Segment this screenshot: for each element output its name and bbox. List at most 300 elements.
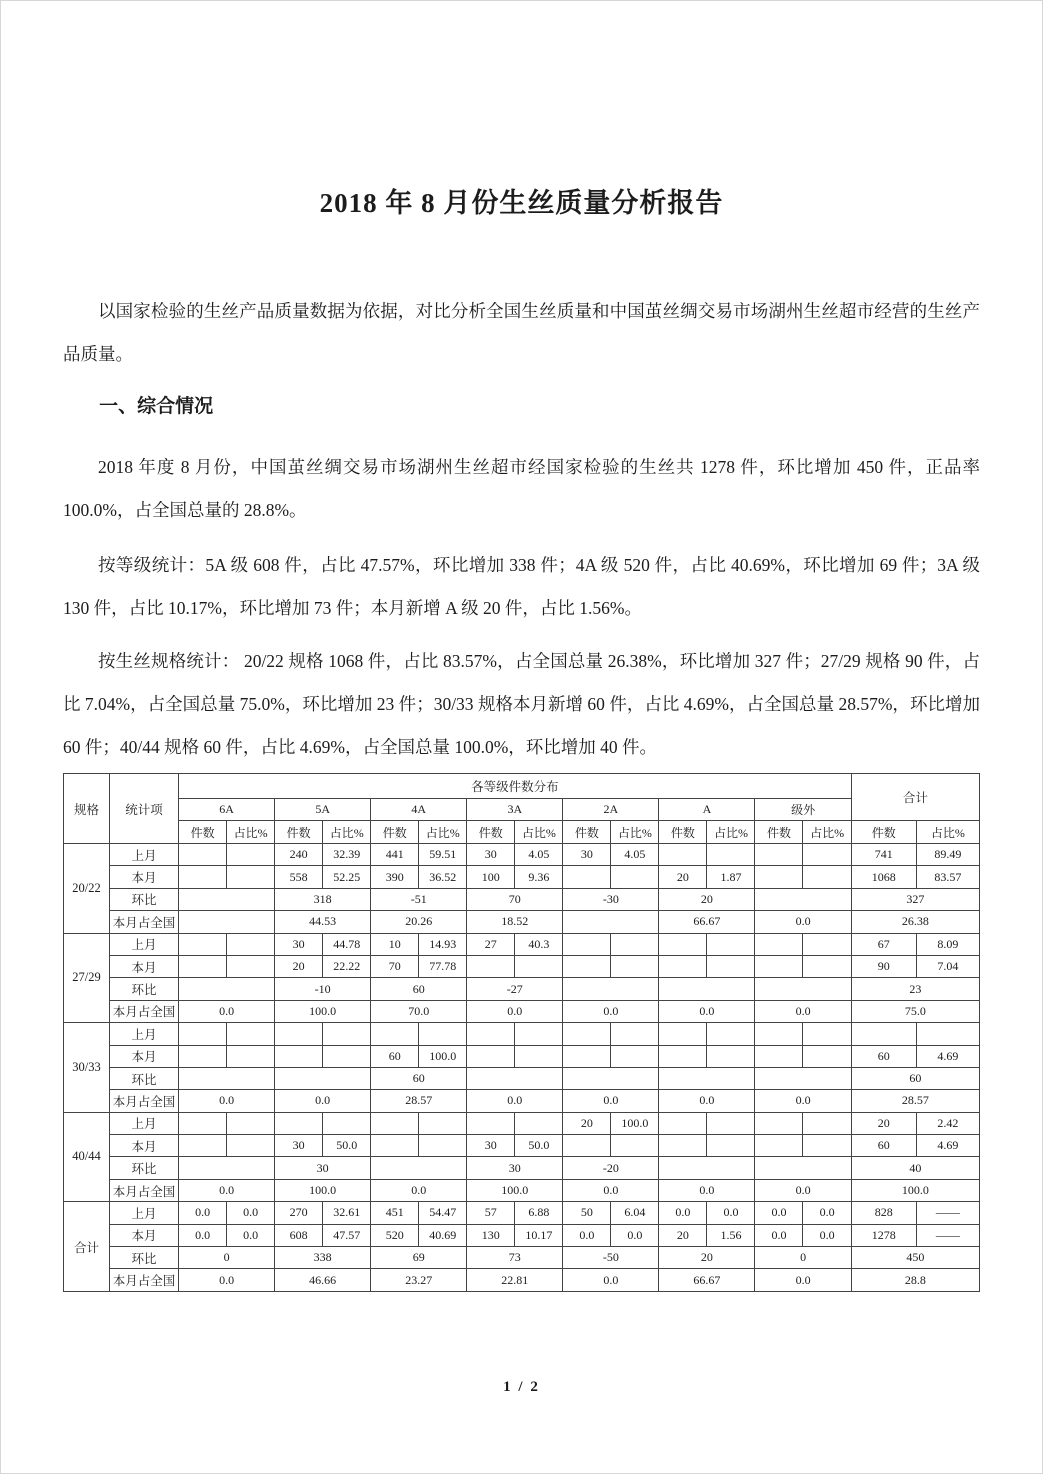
table-cell — [707, 1045, 755, 1067]
table-cell — [179, 978, 275, 1000]
table-cell — [755, 1023, 803, 1045]
table-cell — [659, 978, 755, 1000]
table-cell: 0 — [179, 1247, 275, 1269]
table-cell — [515, 1045, 563, 1067]
table-cell: —— — [916, 1202, 979, 1224]
table-cell — [755, 1067, 851, 1089]
table-cell: 0.0 — [659, 1202, 707, 1224]
table-cell — [563, 933, 611, 955]
table-cell: 69 — [371, 1247, 467, 1269]
table-cell: 47.57 — [323, 1224, 371, 1246]
spec-label: 40/44 — [64, 1112, 110, 1202]
section-heading: 一、综合情况 — [99, 396, 214, 417]
grade-header-2A: 2A — [563, 799, 659, 821]
table-cell — [611, 1135, 659, 1157]
table-cell — [707, 1112, 755, 1134]
row-label: 本月 — [110, 1135, 179, 1157]
table-cell — [419, 1135, 467, 1157]
table-cell: 75.0 — [851, 1000, 979, 1022]
table-cell: 6.04 — [611, 1202, 659, 1224]
table-cell — [563, 1045, 611, 1067]
row-label: 本月 — [110, 866, 179, 888]
row-label: 环比 — [110, 1247, 179, 1269]
table-cell — [659, 1045, 707, 1067]
table-cell: 0.0 — [755, 1202, 803, 1224]
row-label: 本月占全国 — [110, 1090, 179, 1112]
table-cell: 520 — [371, 1224, 419, 1246]
table-cell: 390 — [371, 866, 419, 888]
table-cell: 0.0 — [659, 1000, 755, 1022]
table-cell — [179, 1067, 275, 1089]
table-cell: 0.0 — [563, 1090, 659, 1112]
percent-subheader: 占比% — [916, 821, 979, 844]
table-cell: 0.0 — [563, 1000, 659, 1022]
table-cell: 36.52 — [419, 866, 467, 888]
table-cell: 66.67 — [659, 911, 755, 933]
table-cell: 89.49 — [916, 844, 979, 866]
table-cell: 0.0 — [755, 1224, 803, 1246]
table-cell: 20 — [851, 1112, 916, 1134]
table-cell — [323, 1112, 371, 1134]
spec-label: 30/33 — [64, 1023, 110, 1113]
percent-subheader: 占比% — [515, 821, 563, 844]
table-cell — [563, 911, 659, 933]
table-cell: 23 — [851, 978, 979, 1000]
table-cell: 57 — [467, 1202, 515, 1224]
table-cell: 60 — [371, 1045, 419, 1067]
table-cell: 338 — [275, 1247, 371, 1269]
table-cell — [227, 1045, 275, 1067]
table-cell: 60 — [371, 978, 467, 1000]
table-cell: 327 — [851, 888, 979, 910]
table-cell: 9.36 — [515, 866, 563, 888]
table-cell: 32.39 — [323, 844, 371, 866]
table-cell: 240 — [275, 844, 323, 866]
table-cell — [755, 933, 803, 955]
count-subheader: 件数 — [563, 821, 611, 844]
table-cell: 130 — [467, 1224, 515, 1246]
table-cell — [707, 955, 755, 977]
count-subheader: 件数 — [755, 821, 803, 844]
table-cell: 4.69 — [916, 1135, 979, 1157]
table-cell: 270 — [275, 1202, 323, 1224]
table-cell: —— — [916, 1224, 979, 1246]
table-cell: -27 — [467, 978, 563, 1000]
table-cell: 0.0 — [755, 1269, 851, 1291]
table-cell: 10.17 — [515, 1224, 563, 1246]
table-cell: 50.0 — [323, 1135, 371, 1157]
grade-header-3A: 3A — [467, 799, 563, 821]
table-cell: 73 — [467, 1247, 563, 1269]
table-cell: -20 — [563, 1157, 659, 1179]
table-cell — [563, 955, 611, 977]
table-cell: 30 — [467, 1157, 563, 1179]
row-label: 上月 — [110, 1202, 179, 1224]
table-cell — [275, 1112, 323, 1134]
percent-subheader: 占比% — [227, 821, 275, 844]
count-subheader: 件数 — [851, 821, 916, 844]
spec-label: 27/29 — [64, 933, 110, 1023]
table-cell — [179, 911, 275, 933]
table-cell — [755, 1135, 803, 1157]
table-cell: 100.0 — [467, 1179, 563, 1201]
table-cell — [227, 1023, 275, 1045]
table-cell — [371, 1157, 467, 1179]
table-cell: 54.47 — [419, 1202, 467, 1224]
row-label: 本月 — [110, 1224, 179, 1246]
table-cell: 18.52 — [467, 911, 563, 933]
stat-item-column-header: 统计项 — [110, 774, 179, 844]
table-cell — [803, 844, 851, 866]
row-label: 本月 — [110, 1045, 179, 1067]
table-cell: 1068 — [851, 866, 916, 888]
table-cell — [467, 955, 515, 977]
table-cell — [563, 1023, 611, 1045]
percent-subheader: 占比% — [707, 821, 755, 844]
row-label: 环比 — [110, 1157, 179, 1179]
table-cell — [755, 844, 803, 866]
table-cell: 1278 — [851, 1224, 916, 1246]
table-cell — [851, 1023, 916, 1045]
intro-paragraph: 以国家检验的生丝产品质量数据为依据，对比分析全国生丝质量和中国茧丝绸交易市场湖州生丝超市经营的生丝产品质量。 — [63, 301, 980, 364]
table-cell: 30 — [275, 933, 323, 955]
table-cell — [179, 888, 275, 910]
spec-label: 合计 — [64, 1202, 110, 1292]
table-cell — [803, 1112, 851, 1134]
table-cell: 0.0 — [803, 1202, 851, 1224]
table-cell: 30 — [467, 1135, 515, 1157]
count-subheader: 件数 — [467, 821, 515, 844]
row-label: 环比 — [110, 978, 179, 1000]
table-cell: 60 — [371, 1067, 467, 1089]
table-cell — [179, 955, 227, 977]
grade-header-4A: 4A — [371, 799, 467, 821]
table-cell: 44.78 — [323, 933, 371, 955]
table-cell: 6.88 — [515, 1202, 563, 1224]
table-cell — [179, 844, 227, 866]
table-cell — [611, 1023, 659, 1045]
table-cell: 52.25 — [323, 866, 371, 888]
percent-subheader: 占比% — [323, 821, 371, 844]
table-cell — [659, 1157, 755, 1179]
table-cell — [755, 1045, 803, 1067]
spec-column-header: 规格 — [64, 774, 110, 844]
table-cell: 22.22 — [323, 955, 371, 977]
table-cell: 23.27 — [371, 1269, 467, 1291]
table-cell — [179, 1023, 227, 1045]
table-cell: 741 — [851, 844, 916, 866]
table-cell: 60 — [851, 1067, 979, 1089]
table-cell: 20 — [275, 955, 323, 977]
table-cell — [755, 1112, 803, 1134]
table-cell: 27 — [467, 933, 515, 955]
table-cell: 22.81 — [467, 1269, 563, 1291]
table-cell — [659, 933, 707, 955]
table-cell: 100 — [467, 866, 515, 888]
table-cell — [563, 1135, 611, 1157]
table-cell: 83.57 — [916, 866, 979, 888]
table-cell — [515, 955, 563, 977]
table-cell: 59.51 — [419, 844, 467, 866]
grade-header-级外: 级外 — [755, 799, 851, 821]
table-cell: 0.0 — [179, 1269, 275, 1291]
table-cell — [323, 1023, 371, 1045]
table-cell: 0.0 — [659, 1090, 755, 1112]
table-cell: 77.78 — [419, 955, 467, 977]
table-cell — [707, 1023, 755, 1045]
table-cell: 828 — [851, 1202, 916, 1224]
table-cell: 0.0 — [467, 1090, 563, 1112]
table-cell: 0.0 — [803, 1224, 851, 1246]
table-cell: 0.0 — [563, 1269, 659, 1291]
table-cell: 60 — [851, 1045, 916, 1067]
table-cell: 0.0 — [179, 1202, 227, 1224]
table-cell: 4.69 — [916, 1045, 979, 1067]
count-subheader: 件数 — [371, 821, 419, 844]
spec-label: 20/22 — [64, 844, 110, 934]
table-cell: 1.87 — [707, 866, 755, 888]
table-cell: 0.0 — [755, 1000, 851, 1022]
table-cell — [179, 1135, 227, 1157]
table-cell: 30 — [467, 844, 515, 866]
table-cell: 100.0 — [275, 1179, 371, 1201]
table-cell: 32.61 — [323, 1202, 371, 1224]
table-cell — [611, 933, 659, 955]
table-cell: -30 — [563, 888, 659, 910]
table-cell — [515, 1023, 563, 1045]
table-cell: 0.0 — [563, 1179, 659, 1201]
table-cell: 40.69 — [419, 1224, 467, 1246]
table-cell — [275, 1023, 323, 1045]
table-cell — [755, 1157, 851, 1179]
table-cell: 0.0 — [371, 1179, 467, 1201]
table-cell: 90 — [851, 955, 916, 977]
table-cell: 70.0 — [371, 1000, 467, 1022]
table-cell: 40.3 — [515, 933, 563, 955]
row-label: 本月占全国 — [110, 911, 179, 933]
table-cell — [755, 955, 803, 977]
quality-distribution-table — [63, 773, 980, 1292]
table-cell — [659, 955, 707, 977]
table-cell: 0.0 — [755, 1179, 851, 1201]
row-label: 本月 — [110, 955, 179, 977]
table-cell: 20 — [659, 1224, 707, 1246]
table-cell — [179, 866, 227, 888]
table-cell: 2.42 — [916, 1112, 979, 1134]
table-cell — [563, 1067, 659, 1089]
table-cell: 30 — [275, 1157, 371, 1179]
table-cell: 30 — [563, 844, 611, 866]
table-cell: 20.26 — [371, 911, 467, 933]
table-cell — [659, 1135, 707, 1157]
table-cell — [803, 933, 851, 955]
table-cell — [227, 933, 275, 955]
table-cell: 0.0 — [467, 1000, 563, 1022]
page-number: 1 / 2 — [503, 1379, 540, 1395]
table-cell: 30 — [275, 1135, 323, 1157]
table-cell: 100.0 — [611, 1112, 659, 1134]
table-cell — [179, 1045, 227, 1067]
table-cell: 4.05 — [611, 844, 659, 866]
table-cell — [179, 1112, 227, 1134]
table-cell: 0.0 — [179, 1179, 275, 1201]
table-cell: 8.09 — [916, 933, 979, 955]
count-subheader: 件数 — [275, 821, 323, 844]
table-cell — [467, 1067, 563, 1089]
table-cell — [803, 1135, 851, 1157]
table-cell: -50 — [563, 1247, 659, 1269]
count-subheader: 件数 — [659, 821, 707, 844]
distribution-header: 各等级件数分布 — [179, 774, 852, 799]
row-label: 上月 — [110, 1023, 179, 1045]
table-cell — [707, 933, 755, 955]
table-cell: 20 — [659, 888, 755, 910]
table-cell — [611, 1045, 659, 1067]
percent-subheader: 占比% — [803, 821, 851, 844]
table-cell — [419, 1112, 467, 1134]
table-cell — [371, 1023, 419, 1045]
table-cell — [707, 1135, 755, 1157]
table-cell: 318 — [275, 888, 371, 910]
table-cell: 100.0 — [851, 1179, 979, 1201]
table-cell — [755, 866, 803, 888]
table-cell: 28.8 — [851, 1269, 979, 1291]
table-cell — [179, 933, 227, 955]
table-cell — [227, 844, 275, 866]
table-cell: 0.0 — [755, 1090, 851, 1112]
table-cell: 100.0 — [275, 1000, 371, 1022]
table-cell — [227, 1135, 275, 1157]
table-cell: 10 — [371, 933, 419, 955]
table-cell: 70 — [467, 888, 563, 910]
table-cell: 28.57 — [371, 1090, 467, 1112]
total-header: 合计 — [851, 774, 979, 821]
table-cell: -51 — [371, 888, 467, 910]
table-cell — [275, 1045, 323, 1067]
table-cell: 50.0 — [515, 1135, 563, 1157]
grade-header-5A: 5A — [275, 799, 371, 821]
table-cell — [227, 866, 275, 888]
table-cell: 0.0 — [179, 1090, 275, 1112]
table-cell — [563, 866, 611, 888]
table-cell: 0.0 — [227, 1202, 275, 1224]
table-cell — [563, 978, 659, 1000]
table-cell: 4.05 — [515, 844, 563, 866]
table-cell: 7.04 — [916, 955, 979, 977]
row-label: 环比 — [110, 888, 179, 910]
table-cell: 608 — [275, 1224, 323, 1246]
table-cell — [916, 1023, 979, 1045]
row-label: 上月 — [110, 933, 179, 955]
grade-header-A: A — [659, 799, 755, 821]
table-cell — [227, 955, 275, 977]
table-cell — [611, 866, 659, 888]
table-cell — [659, 1023, 707, 1045]
table-cell — [323, 1045, 371, 1067]
table-cell — [179, 1157, 275, 1179]
table-cell: 0.0 — [179, 1000, 275, 1022]
percent-subheader: 占比% — [611, 821, 659, 844]
table-cell — [755, 978, 851, 1000]
table-cell: 60 — [851, 1135, 916, 1157]
table-cell — [371, 1112, 419, 1134]
table-cell — [371, 1135, 419, 1157]
table-cell — [611, 955, 659, 977]
table-cell: 40 — [851, 1157, 979, 1179]
table-cell: 46.66 — [275, 1269, 371, 1291]
table-cell: 0.0 — [755, 911, 851, 933]
table-cell: 26.38 — [851, 911, 979, 933]
row-label: 本月占全国 — [110, 1000, 179, 1022]
table-cell: 20 — [659, 1247, 755, 1269]
table-cell — [467, 1112, 515, 1134]
table-cell — [803, 866, 851, 888]
row-label: 上月 — [110, 1112, 179, 1134]
table-cell: 0.0 — [563, 1224, 611, 1246]
table-cell: 0.0 — [179, 1224, 227, 1246]
grade-header-6A: 6A — [179, 799, 275, 821]
table-cell: 44.53 — [275, 911, 371, 933]
table-cell: 50 — [563, 1202, 611, 1224]
count-subheader: 件数 — [179, 821, 227, 844]
table-cell: 451 — [371, 1202, 419, 1224]
percent-subheader: 占比% — [419, 821, 467, 844]
row-label: 上月 — [110, 844, 179, 866]
table-cell — [803, 1023, 851, 1045]
table-cell — [803, 1045, 851, 1067]
table-cell: 0.0 — [275, 1090, 371, 1112]
table-cell: 0.0 — [611, 1224, 659, 1246]
table-cell — [467, 1045, 515, 1067]
table-cell: 28.57 — [851, 1090, 979, 1112]
table-cell — [755, 888, 851, 910]
table-cell — [707, 844, 755, 866]
table-cell: 66.67 — [659, 1269, 755, 1291]
table-cell — [659, 844, 707, 866]
table-cell — [467, 1023, 515, 1045]
document-title: 2018 年 8 月份生丝质量分析报告 — [319, 188, 724, 218]
table-cell: -10 — [275, 978, 371, 1000]
table-cell: 0.0 — [227, 1224, 275, 1246]
table-cell — [659, 1112, 707, 1134]
table-cell — [227, 1112, 275, 1134]
table-cell: 20 — [563, 1112, 611, 1134]
table-cell — [275, 1067, 371, 1089]
row-label: 本月占全国 — [110, 1179, 179, 1201]
row-label: 本月占全国 — [110, 1269, 179, 1291]
table-cell: 20 — [659, 866, 707, 888]
table-cell: 0 — [755, 1247, 851, 1269]
table-cell — [803, 955, 851, 977]
table-cell: 441 — [371, 844, 419, 866]
table-cell: 450 — [851, 1247, 979, 1269]
table-cell: 70 — [371, 955, 419, 977]
table-cell — [515, 1112, 563, 1134]
grade-stats-paragraph: 按等级统计：5A 级 608 件，占比 47.57%，环比增加 338 件；4A 级 520 件，占比 40.69%，环比增加 69 件；3A 级 130 件，占比 10.17%，环比增加 73 件；本月新增 A 级 20 件，占比 1.56%。 — [63, 555, 980, 618]
table-cell: 0.0 — [659, 1179, 755, 1201]
table-cell: 100.0 — [419, 1045, 467, 1067]
table-cell: 1.56 — [707, 1224, 755, 1246]
spec-stats-paragraph: 按生丝规格统计： 20/22 规格 1068 件，占比 83.57%，占全国总量 26.38%，环比增加 327 件；27/29 规格 90 件，占比 7.04%，占全国总量 75.0%，环比增加 23 件；30/33 规格本月新增 60 件，占比 4.69%，占全国总量 28.57%，环比增加 60 件；40/44 规格 60 件，占比 4.69%，占全国总量 100.0%，环比增加 40 件。 — [63, 651, 980, 757]
table-cell — [659, 1067, 755, 1089]
row-label: 环比 — [110, 1067, 179, 1089]
table-cell: 14.93 — [419, 933, 467, 955]
table-cell — [419, 1023, 467, 1045]
table-cell: 0.0 — [707, 1202, 755, 1224]
table-cell: 558 — [275, 866, 323, 888]
table-cell: 67 — [851, 933, 916, 955]
overview-paragraph: 2018 年度 8 月份，中国茧丝绸交易市场湖州生丝超市经国家检验的生丝共 1278 件，环比增加 450 件，正品率 100.0%，占全国总量的 28.8%。 — [63, 457, 980, 520]
